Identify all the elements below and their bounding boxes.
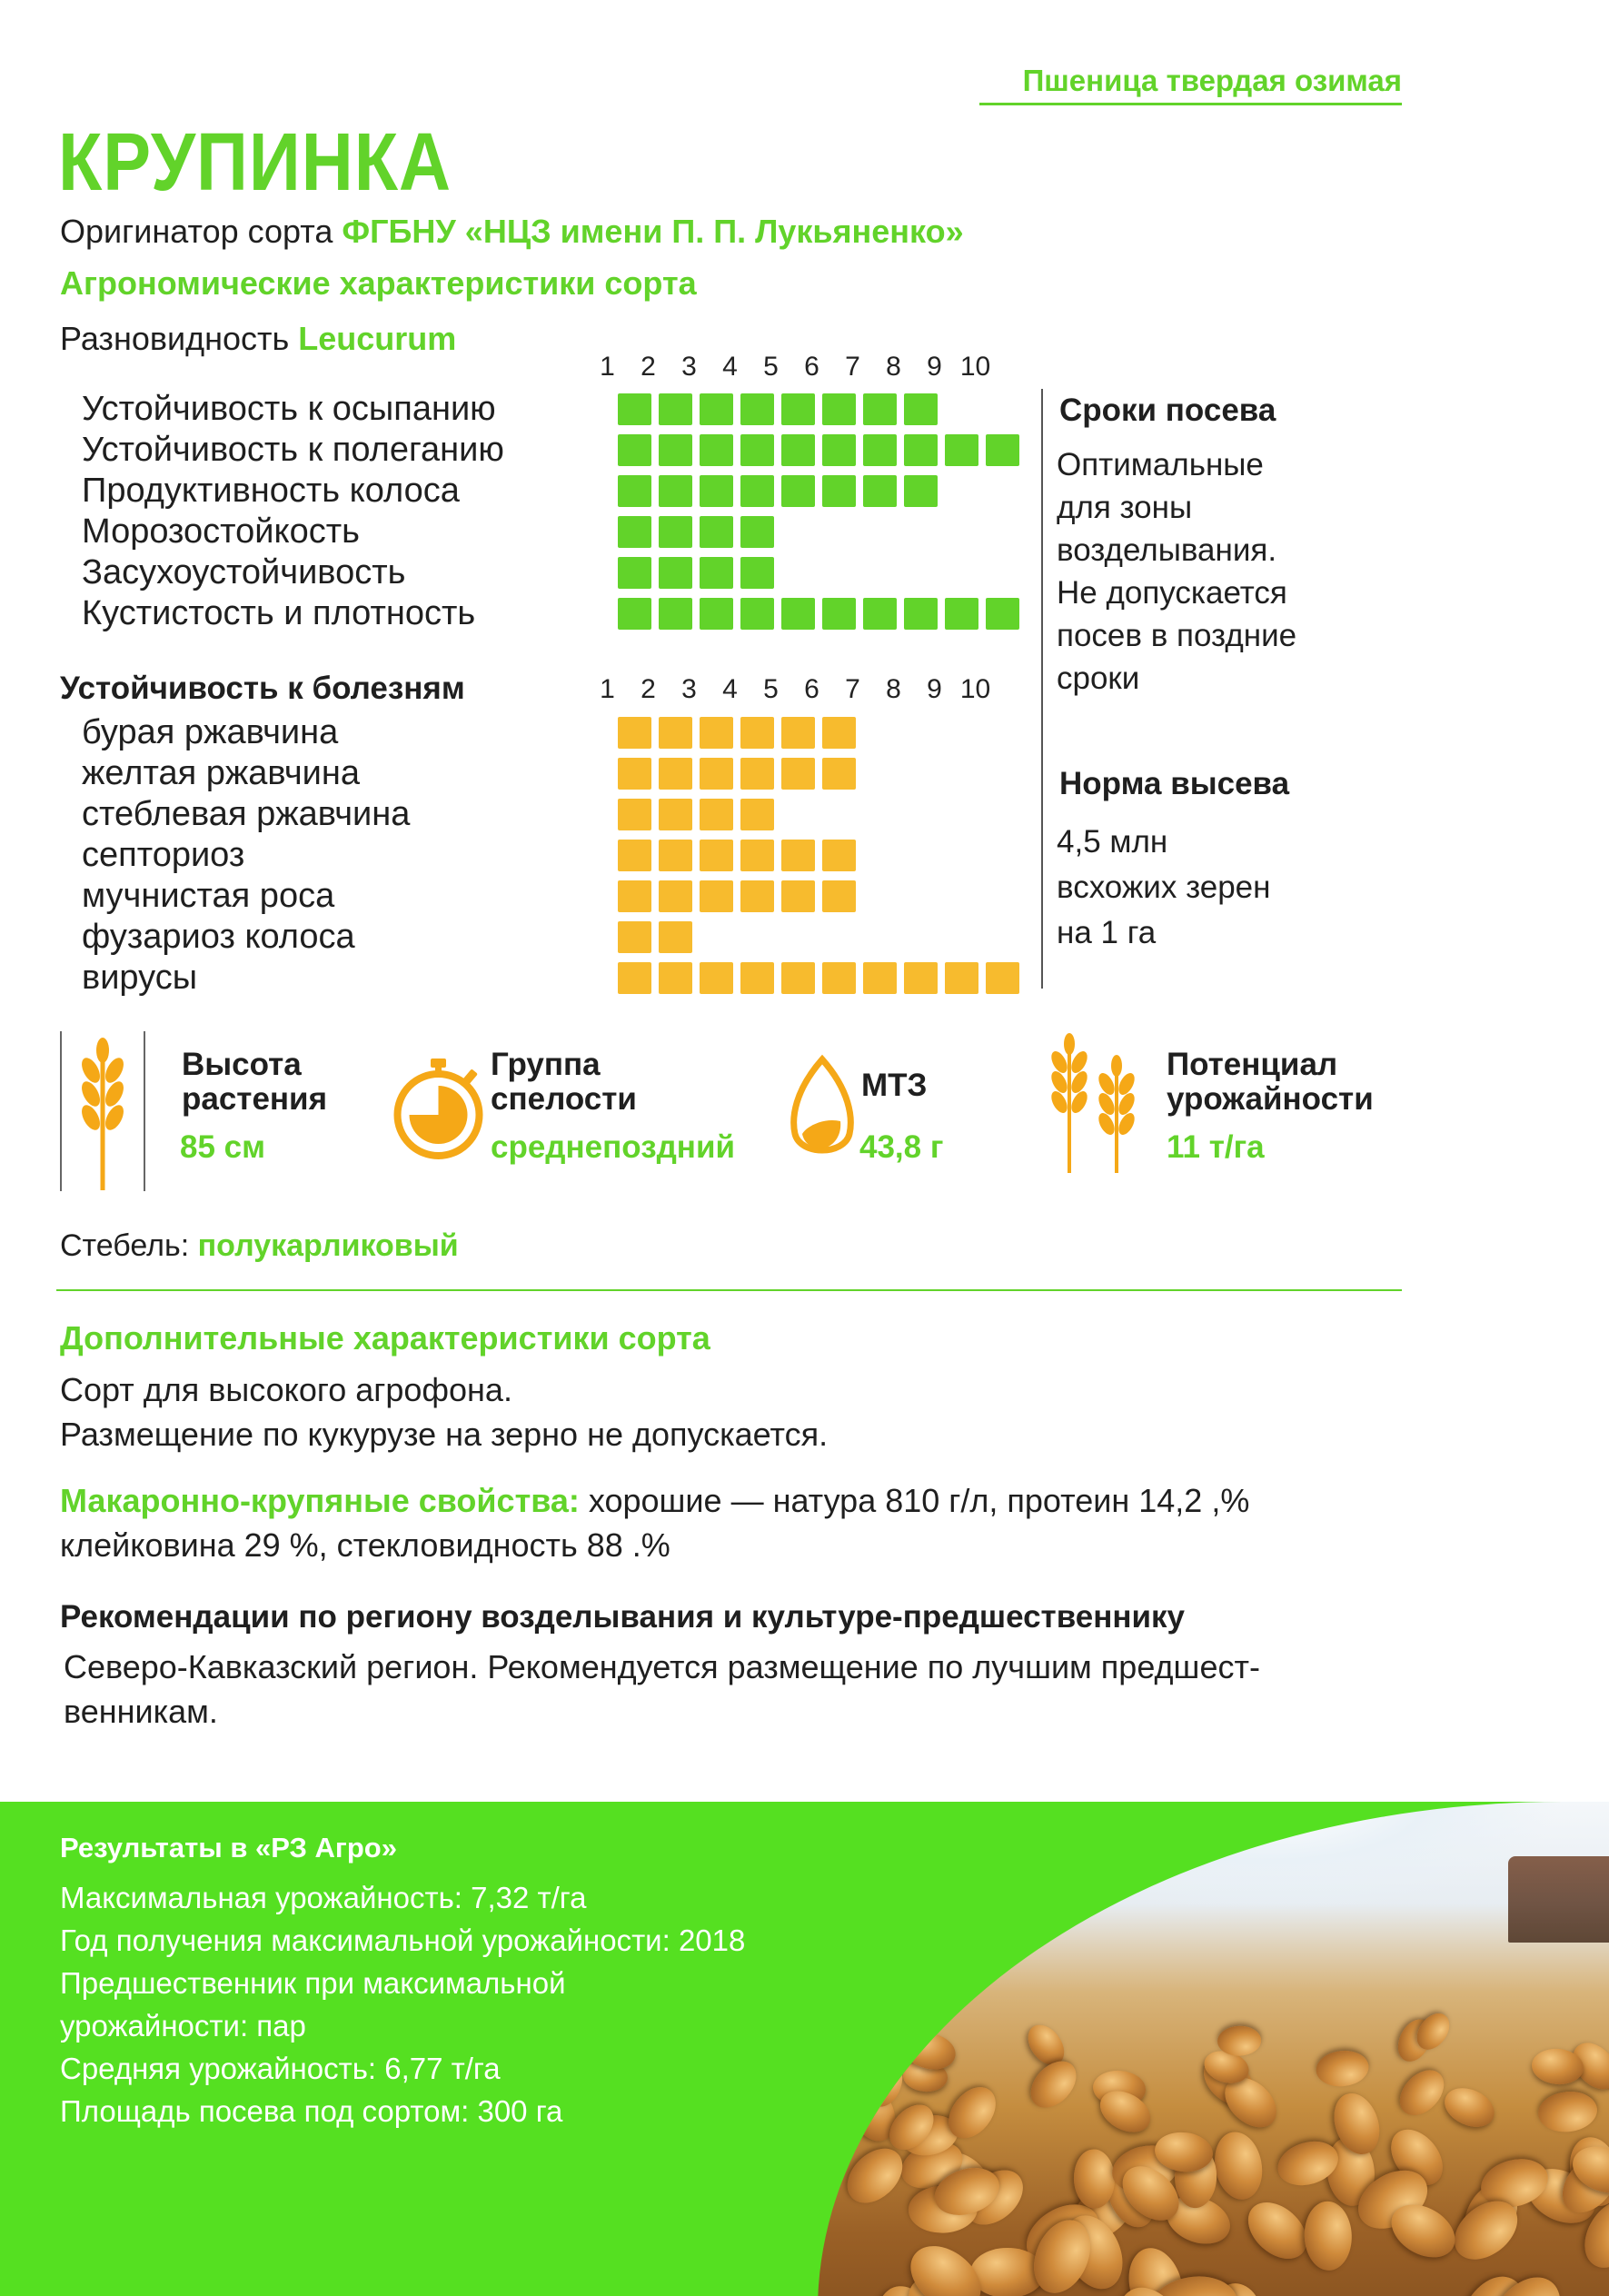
stem-value: полукарликовый bbox=[197, 1228, 459, 1263]
scale-number: 7 bbox=[845, 674, 860, 704]
tgw-label: МТЗ bbox=[861, 1068, 928, 1103]
agronomic-bar bbox=[618, 434, 1027, 466]
disease-cell bbox=[781, 840, 815, 871]
disease-label: мучнистая роса bbox=[82, 877, 335, 915]
disease-bar bbox=[618, 799, 781, 830]
disease-cell bbox=[945, 962, 978, 994]
agronomic-cell bbox=[700, 516, 733, 548]
disease-cell bbox=[618, 880, 651, 912]
disease-cell bbox=[740, 758, 774, 790]
grain-pile bbox=[818, 1802, 1609, 2296]
results-band bbox=[0, 1802, 1609, 2296]
agronomic-cell bbox=[822, 434, 856, 466]
disease-cell bbox=[618, 799, 651, 830]
scale-number: 7 bbox=[845, 352, 860, 382]
disease-cell bbox=[781, 880, 815, 912]
results-line: Предшественник при максимальной bbox=[60, 1966, 566, 2000]
variety-name: КРУПИНКА bbox=[58, 117, 452, 208]
disease-cell bbox=[618, 962, 651, 994]
scale-number: 3 bbox=[681, 352, 697, 382]
agronomic-cell bbox=[618, 434, 651, 466]
disease-cell bbox=[618, 758, 651, 790]
disease-cell bbox=[740, 880, 774, 912]
sowing-dates-line: Не допускается bbox=[1057, 575, 1287, 611]
ripeness-value: среднепоздний bbox=[491, 1129, 735, 1165]
grain-kernel bbox=[1535, 2089, 1598, 2135]
yield-label-line: урожайности bbox=[1167, 1081, 1374, 1117]
agronomic-cell bbox=[945, 598, 978, 630]
results-line: Площадь посева под сортом: 300 га bbox=[60, 2094, 563, 2128]
agronomic-cell bbox=[822, 598, 856, 630]
disease-row bbox=[82, 753, 1027, 794]
agronomic-cell bbox=[863, 475, 897, 507]
agronomic-cell bbox=[822, 475, 856, 507]
agronomic-label: Морозостойкость bbox=[82, 512, 360, 551]
disease-cell bbox=[740, 799, 774, 830]
agronomic-cell bbox=[659, 557, 692, 589]
wheat-ear-icon bbox=[71, 1034, 134, 1198]
scale-number: 6 bbox=[804, 352, 819, 382]
disease-cell bbox=[740, 840, 774, 871]
agronomic-cell bbox=[863, 598, 897, 630]
agronomic-bar bbox=[618, 516, 781, 548]
disease-row bbox=[82, 917, 1027, 958]
disease-cell bbox=[659, 717, 692, 749]
rating-scale-header bbox=[587, 352, 996, 383]
seeding-rate-text bbox=[1057, 820, 1270, 956]
agronomic-cell bbox=[781, 598, 815, 630]
stopwatch-icon bbox=[386, 1057, 491, 1166]
agronomic-cell bbox=[700, 434, 733, 466]
disease-cell bbox=[618, 840, 651, 871]
disease-ratings bbox=[82, 712, 1027, 999]
seeding-rate-line: всхожих зерен bbox=[1057, 870, 1271, 905]
agronomic-cell bbox=[618, 557, 651, 589]
scale-number: 9 bbox=[927, 352, 942, 382]
subspecies-value: Leucurum bbox=[298, 320, 457, 357]
disease-cell bbox=[822, 962, 856, 994]
height-label-line: растения bbox=[182, 1081, 327, 1117]
wheat-field-image bbox=[818, 1802, 1609, 2296]
scale-number: 9 bbox=[927, 674, 942, 704]
agronomic-cell bbox=[700, 393, 733, 425]
scale-number: 8 bbox=[886, 674, 901, 704]
originator-value: ФГБНУ «НЦЗ имени П. П. Лукьяненко» bbox=[342, 213, 964, 250]
agronomic-bar bbox=[618, 598, 1027, 630]
agronomic-cell bbox=[659, 516, 692, 548]
disease-cell bbox=[659, 962, 692, 994]
agronomic-cell bbox=[740, 557, 774, 589]
recommendations-text bbox=[64, 1645, 1260, 1734]
disease-cell bbox=[781, 717, 815, 749]
additional-title: Дополнительные характеристики сорта bbox=[60, 1319, 710, 1357]
disease-row bbox=[82, 835, 1027, 876]
disease-cell bbox=[700, 799, 733, 830]
agronomic-label: Кустистость и плотность bbox=[82, 594, 476, 632]
grain-kernel bbox=[1438, 2081, 1500, 2133]
disease-cell bbox=[740, 962, 774, 994]
scale-number: 2 bbox=[641, 352, 656, 382]
agronomic-cell bbox=[618, 516, 651, 548]
originator bbox=[60, 213, 964, 251]
grain-kernel bbox=[1217, 2025, 1262, 2056]
agronomic-bar bbox=[618, 475, 945, 507]
wheat-pair-icon bbox=[1040, 1031, 1145, 1181]
agronomic-label: Продуктивность колоса bbox=[82, 472, 460, 510]
agronomic-title: Агрономические характеристики сорта bbox=[60, 264, 697, 302]
grain-kernel bbox=[1392, 2062, 1453, 2123]
pasta-label: Макаронно-крупяные свойства: bbox=[60, 1482, 580, 1519]
scale-number: 10 bbox=[959, 674, 991, 704]
pasta-line-1: хорошие — натура 810 г/л, протеин 14,2 ,% bbox=[588, 1482, 1250, 1519]
disease-cell bbox=[659, 840, 692, 871]
results-line: Год получения максимальной урожайности: 2018 bbox=[60, 1923, 746, 1957]
section-divider bbox=[56, 1289, 1402, 1291]
sowing-dates-title: Сроки посева bbox=[1059, 393, 1276, 428]
subspecies bbox=[60, 320, 456, 358]
grain-kernel bbox=[1021, 2052, 1085, 2116]
disease-bar bbox=[618, 717, 863, 749]
disease-cell bbox=[618, 921, 651, 953]
agronomic-cell bbox=[904, 475, 938, 507]
recommendations-line: венникам. bbox=[64, 1693, 218, 1730]
disease-bar bbox=[618, 962, 1027, 994]
yield-label bbox=[1167, 1048, 1374, 1117]
disease-cell bbox=[863, 962, 897, 994]
agronomic-row bbox=[82, 593, 1027, 634]
stem bbox=[60, 1228, 459, 1264]
results-line: Максимальная урожайность: 7,32 т/га bbox=[60, 1881, 587, 1914]
disease-row bbox=[82, 958, 1027, 999]
agronomic-cell bbox=[986, 598, 1019, 630]
agronomic-cell bbox=[659, 393, 692, 425]
sowing-dates-line: возделывания. bbox=[1057, 532, 1277, 568]
agronomic-label: Засухоустойчивость bbox=[82, 553, 406, 591]
divider bbox=[144, 1031, 145, 1191]
recommendations-line: Северо-Кавказский регион. Рекомендуется размещение по лучшим предшест- bbox=[64, 1648, 1260, 1685]
disease-cell bbox=[700, 717, 733, 749]
agronomic-cell bbox=[740, 598, 774, 630]
height-label bbox=[182, 1048, 327, 1117]
agronomic-cell bbox=[618, 475, 651, 507]
disease-cell bbox=[700, 880, 733, 912]
additional-line: Сорт для высокого агрофона. bbox=[60, 1371, 512, 1408]
scale-number: 1 bbox=[600, 352, 615, 382]
tgw-value: 43,8 г bbox=[859, 1129, 944, 1165]
disease-label: фузариоз колоса bbox=[82, 918, 355, 956]
disease-bar bbox=[618, 921, 700, 953]
agronomic-cell bbox=[781, 475, 815, 507]
agronomic-cell bbox=[740, 516, 774, 548]
scale-number: 10 bbox=[959, 352, 991, 382]
agronomic-cell bbox=[700, 557, 733, 589]
ripeness-label-line: Группа bbox=[491, 1047, 601, 1082]
height-label-line: Высота bbox=[182, 1047, 302, 1082]
agronomic-cell bbox=[781, 434, 815, 466]
scale-number: 6 bbox=[804, 674, 819, 704]
disease-cell bbox=[781, 758, 815, 790]
disease-cell bbox=[904, 962, 938, 994]
seeding-rate-line: 4,5 млн bbox=[1057, 824, 1168, 860]
disease-bar bbox=[618, 880, 863, 912]
height-value: 85 см bbox=[180, 1129, 266, 1165]
column-divider bbox=[1041, 389, 1043, 989]
disease-row bbox=[82, 712, 1027, 753]
pasta-properties bbox=[60, 1478, 1249, 1567]
agronomic-cell bbox=[659, 475, 692, 507]
agronomic-cell bbox=[904, 393, 938, 425]
disease-cell bbox=[822, 758, 856, 790]
sowing-dates-line: для зоны bbox=[1057, 490, 1193, 525]
sowing-dates-line: Оптимальные bbox=[1057, 447, 1264, 482]
scale-number: 2 bbox=[641, 674, 656, 704]
originator-label: Оригинатор сорта bbox=[60, 213, 333, 250]
disease-cell bbox=[986, 962, 1019, 994]
agronomic-cell bbox=[986, 434, 1019, 466]
ripeness-label bbox=[491, 1048, 637, 1117]
agronomic-row bbox=[82, 512, 1027, 552]
scale-number: 8 bbox=[886, 352, 901, 382]
scale-number: 4 bbox=[722, 674, 738, 704]
grain-kernel bbox=[1209, 2128, 1267, 2203]
disease-bar bbox=[618, 758, 863, 790]
grain-kernel-icon bbox=[786, 1054, 859, 1168]
divider bbox=[60, 1031, 62, 1191]
diseases-title: Устойчивость к болезням bbox=[60, 671, 465, 706]
agronomic-cell bbox=[863, 393, 897, 425]
agronomic-label: Устойчивость к осыпанию bbox=[82, 390, 496, 428]
agronomic-row bbox=[82, 552, 1027, 593]
scale-number: 1 bbox=[600, 674, 615, 704]
pasta-line-2: клейковина 29 %, стекловидность 88 .% bbox=[60, 1526, 670, 1564]
agronomic-cell bbox=[863, 434, 897, 466]
agronomic-label: Устойчивость к полеганию bbox=[82, 431, 504, 469]
agronomic-bar bbox=[618, 557, 781, 589]
disease-label: вирусы bbox=[82, 959, 198, 997]
agronomic-row bbox=[82, 471, 1027, 512]
subspecies-label: Разновидность bbox=[60, 320, 290, 357]
results-line: Средняя урожайность: 6,77 т/га bbox=[60, 2052, 501, 2085]
agronomic-cell bbox=[700, 598, 733, 630]
grain-kernel bbox=[1304, 2201, 1353, 2271]
seeding-rate-title: Норма высева bbox=[1059, 766, 1290, 801]
disease-cell bbox=[700, 840, 733, 871]
additional-line: Размещение по кукурузе на зерно не допускается. bbox=[60, 1416, 829, 1453]
disease-label: бурая ржавчина bbox=[82, 713, 339, 751]
crop-type: Пшеница твердая озимая bbox=[1022, 64, 1402, 97]
agronomic-cell bbox=[618, 393, 651, 425]
agronomic-cell bbox=[659, 434, 692, 466]
disease-cell bbox=[659, 799, 692, 830]
scale-number: 5 bbox=[763, 352, 779, 382]
disease-cell bbox=[822, 840, 856, 871]
disease-cell bbox=[659, 921, 692, 953]
disease-row bbox=[82, 794, 1027, 835]
agronomic-cell bbox=[740, 393, 774, 425]
agronomic-ratings bbox=[82, 389, 1027, 634]
agronomic-cell bbox=[700, 475, 733, 507]
disease-label: стеблевая ржавчина bbox=[82, 795, 411, 833]
scale-number: 5 bbox=[763, 674, 779, 704]
agronomic-cell bbox=[904, 598, 938, 630]
agronomic-row bbox=[82, 389, 1027, 430]
yield-value: 11 т/га bbox=[1167, 1129, 1265, 1165]
disease-cell bbox=[740, 717, 774, 749]
disease-cell bbox=[659, 880, 692, 912]
grain-kernel bbox=[1316, 2048, 1371, 2089]
disease-cell bbox=[700, 962, 733, 994]
disease-label: желтая ржавчина bbox=[82, 754, 361, 792]
disease-bar bbox=[618, 840, 863, 871]
agronomic-cell bbox=[945, 434, 978, 466]
disease-scale-header bbox=[587, 674, 996, 705]
sowing-dates-line: сроки bbox=[1057, 661, 1140, 696]
disease-cell bbox=[618, 717, 651, 749]
ripeness-label-line: спелости bbox=[491, 1081, 637, 1117]
disease-label: септориоз bbox=[82, 836, 245, 874]
agronomic-cell bbox=[904, 434, 938, 466]
agronomic-bar bbox=[618, 393, 945, 425]
agronomic-cell bbox=[781, 393, 815, 425]
scale-number: 3 bbox=[681, 674, 697, 704]
disease-cell bbox=[659, 758, 692, 790]
agronomic-cell bbox=[659, 598, 692, 630]
crop-type-underline bbox=[979, 103, 1402, 105]
seeding-rate-line: на 1 га bbox=[1057, 915, 1157, 950]
disease-cell bbox=[822, 717, 856, 749]
stem-label: Стебель: bbox=[60, 1228, 190, 1263]
disease-cell bbox=[822, 880, 856, 912]
additional-text bbox=[60, 1367, 828, 1456]
agronomic-row bbox=[82, 430, 1027, 471]
yield-label-line: Потенциал bbox=[1167, 1047, 1338, 1082]
disease-cell bbox=[781, 962, 815, 994]
results-title: Результаты в «РЗ Агро» bbox=[60, 1832, 397, 1864]
sowing-dates-line: посев в поздние bbox=[1057, 618, 1297, 653]
sowing-dates-text bbox=[1057, 443, 1296, 700]
agronomic-cell bbox=[740, 434, 774, 466]
scale-number: 4 bbox=[722, 352, 738, 382]
results-line: урожайности: пар bbox=[60, 2009, 306, 2043]
recommendations-title: Рекомендации по региону возделывания и культуре-предшественнику bbox=[60, 1599, 1185, 1635]
agronomic-cell bbox=[740, 475, 774, 507]
disease-cell bbox=[700, 758, 733, 790]
agronomic-cell bbox=[822, 393, 856, 425]
agronomic-cell bbox=[618, 598, 651, 630]
disease-row bbox=[82, 876, 1027, 917]
